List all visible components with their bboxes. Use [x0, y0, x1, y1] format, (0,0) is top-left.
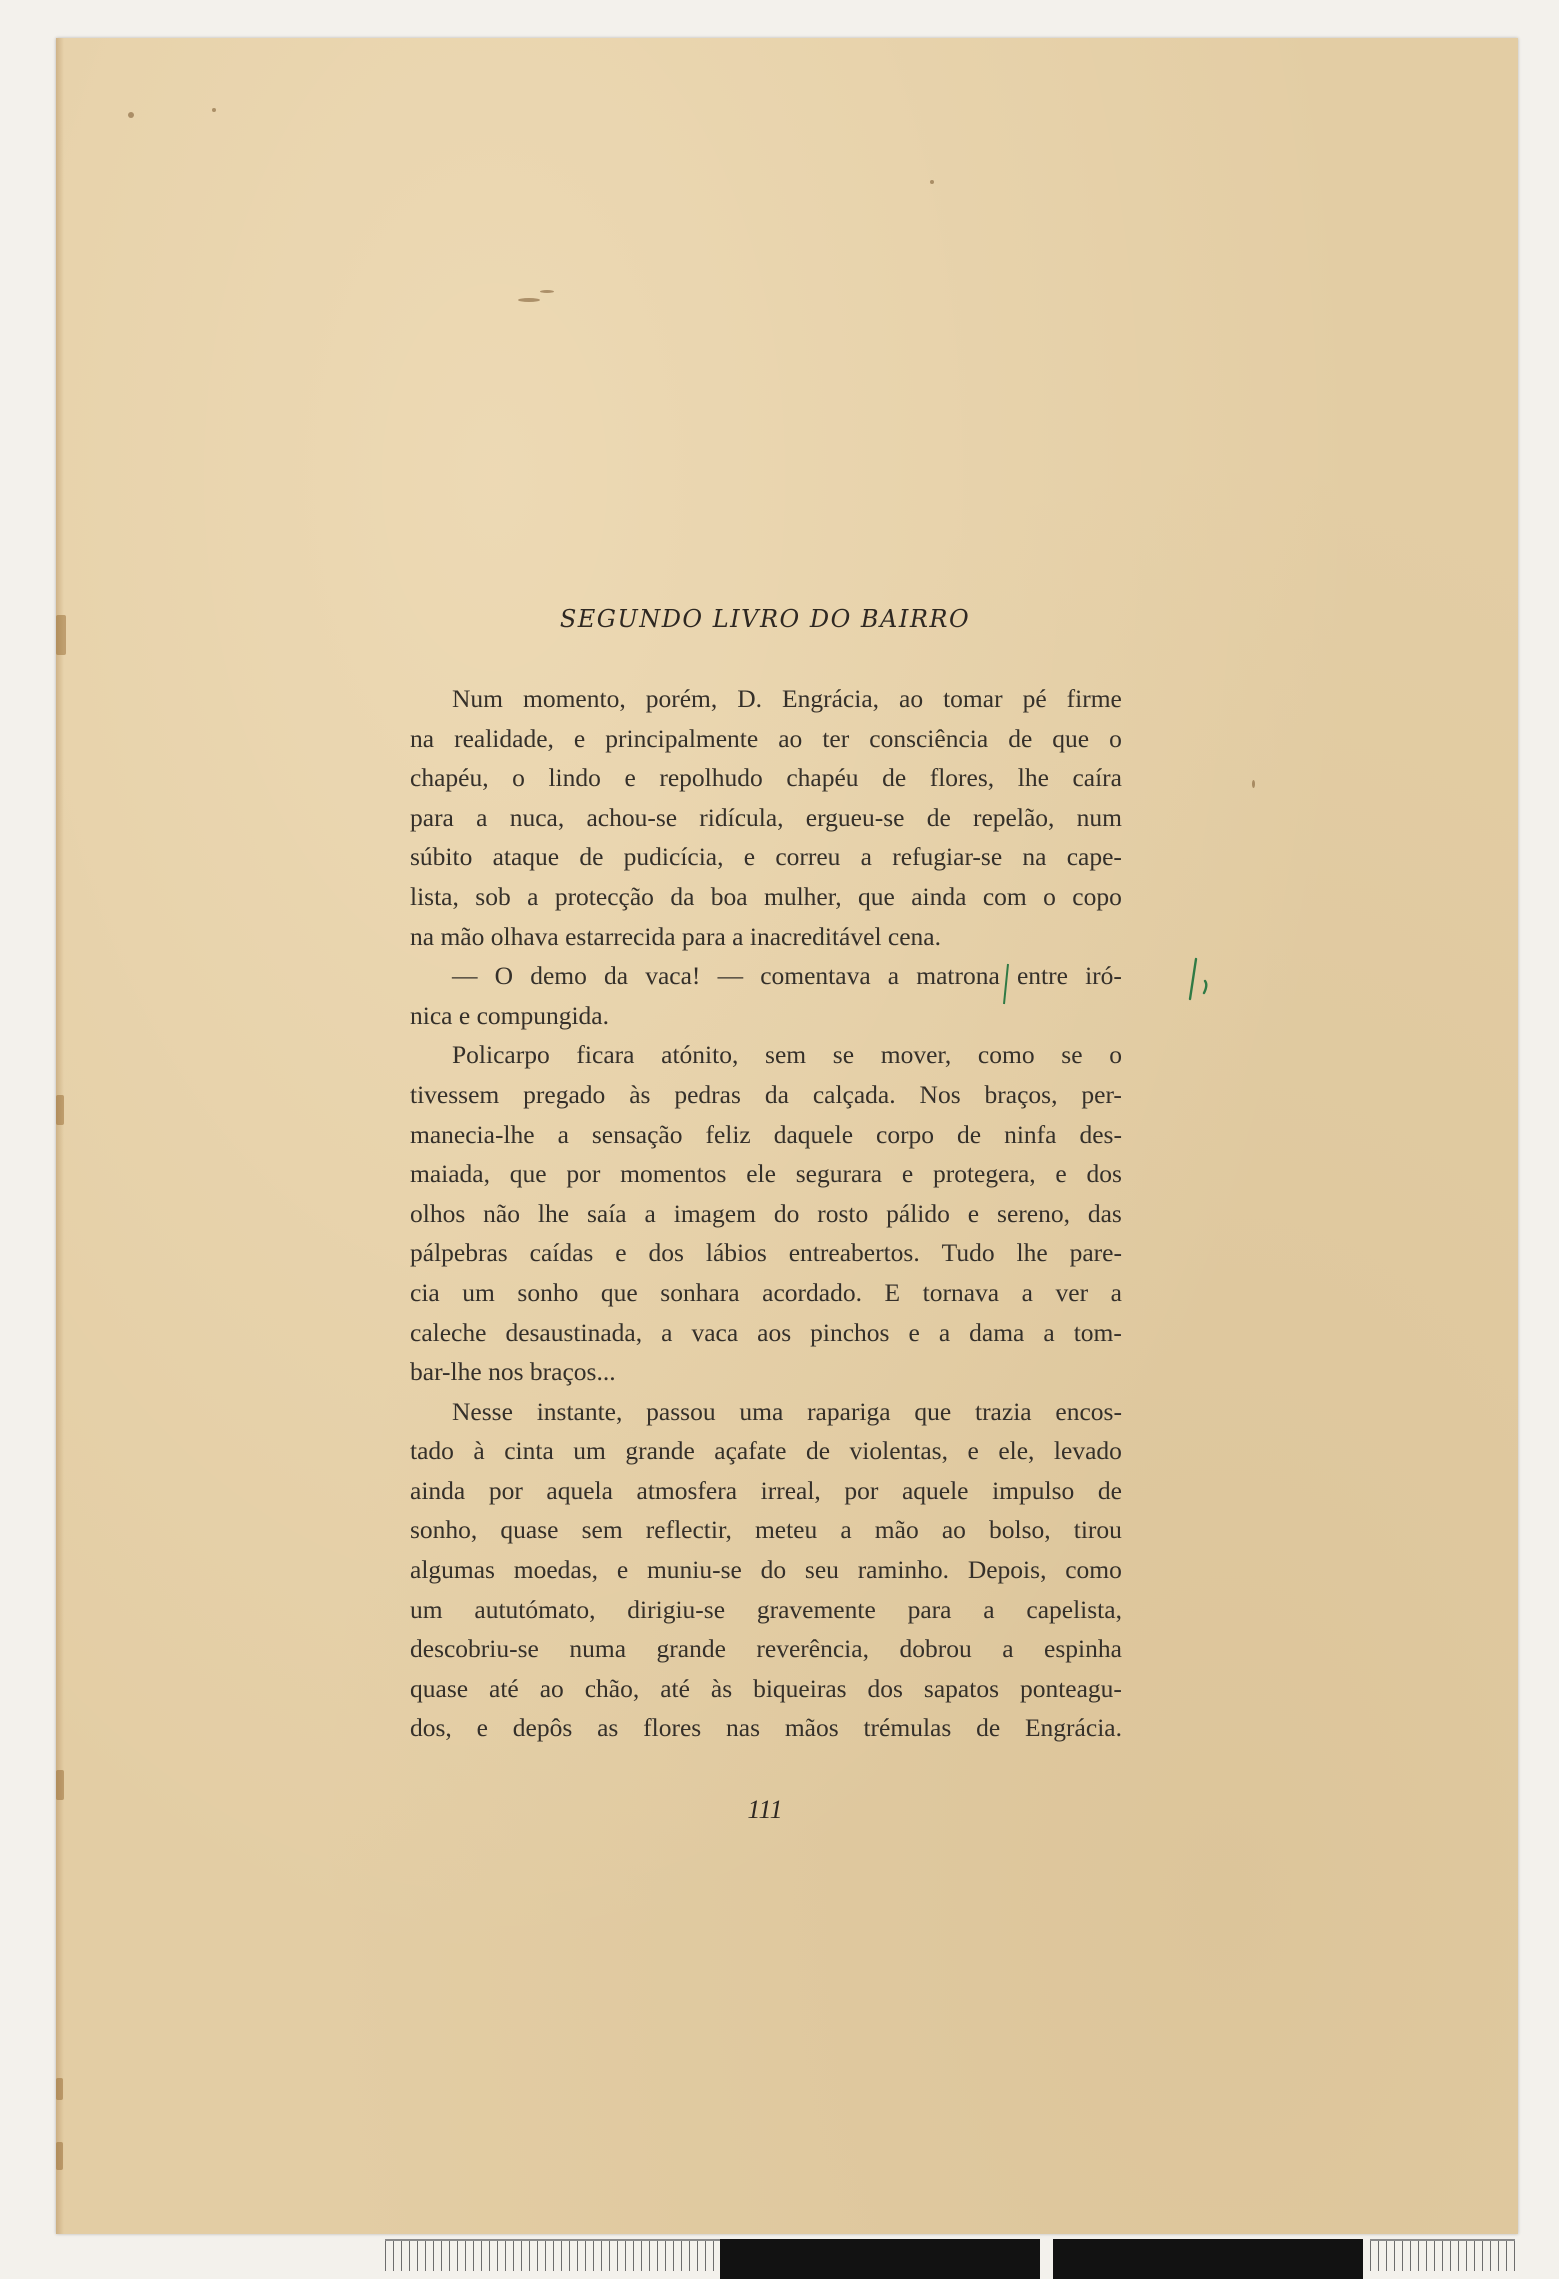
text-line: pálpebras caídas e dos lábios entreabertos. Tudo lhe pare- — [410, 1238, 1122, 1268]
paper-speck — [1252, 780, 1255, 788]
paper-speck — [540, 290, 554, 293]
color-scale-ruler — [385, 2239, 1515, 2279]
text-line: dos, e depôs as flores nas mãos trémulas de Engrácia. — [410, 1713, 1122, 1743]
text-line: ainda por aquela atmosfera irreal, por aquele impulso de — [410, 1475, 1122, 1505]
ruler-ticks — [385, 2239, 720, 2271]
text-line: súbito ataque de pudicícia, e correu a refugiar-se na cape- — [410, 842, 1122, 872]
text-line: tado à cinta um grande açafate de violentas, e ele, levado — [410, 1436, 1122, 1466]
text-line: na realidade, e principalmente ao ter consciência de que o — [410, 723, 1122, 753]
text-line: bar-lhe nos braços... — [410, 1357, 616, 1387]
text-line: sonho, quase sem reflectir, meteu a mão ao bolso, tirou — [410, 1515, 1122, 1545]
text-line: manecia-lhe a sensação feliz daquele corpo de ninfa des- — [410, 1119, 1122, 1149]
text-line: Num momento, porém, D. Engrácia, ao tomar pé firme — [452, 684, 1122, 713]
text-line: olhos não lhe saía a imagem do rosto pálido e sereno, das — [410, 1198, 1122, 1228]
text-line: tivessem pregado às pedras da calçada. Nos braços, per- — [410, 1079, 1122, 1109]
text-line: nica e compungida. — [410, 1000, 609, 1030]
text-line: Policarpo ficara atónito, sem se mover, como se o — [452, 1040, 1122, 1070]
paper-speck — [212, 108, 216, 112]
text-line: na mão olhava estarrecida para a inacreditável cena. — [410, 921, 941, 951]
ruler-ticks — [1370, 2239, 1515, 2271]
paper-speck — [930, 180, 934, 184]
text-line: lista, sob a protecção da boa mulher, que ainda com o copo — [410, 881, 1122, 911]
body-text — [410, 679, 1122, 1748]
insertion-mark — [1001, 963, 1011, 1005]
text-line: algumas moedas, e muniu-se do seu raminho. Depois, como — [410, 1555, 1122, 1585]
paper-stain — [56, 615, 66, 655]
ruler-black-block — [1053, 2239, 1363, 2279]
paper-stain — [56, 2078, 63, 2100]
paper-stain — [56, 2142, 63, 2170]
page-left-edge-shadow — [56, 38, 64, 2234]
ruler-black-block — [720, 2239, 1040, 2279]
text-line: chapéu, o lindo e repolhudo chapéu de flores, lhe caíra — [410, 763, 1122, 793]
text-line: cia um sonho que sonhara acordado. E tornava a ver a — [410, 1277, 1122, 1307]
text-line: — O demo da vaca! — comentava a matrona entre iró- — [452, 961, 1122, 991]
paper-speck — [518, 298, 540, 302]
text-line: um aututómato, dirigiu-se gravemente para a capelista, — [410, 1594, 1122, 1624]
text-line: descobriu-se numa grande reverência, dobrou a espinha — [410, 1634, 1122, 1664]
text-line: maiada, que por momentos ele segurara e protegera, e dos — [410, 1159, 1122, 1189]
page-number: 111 — [747, 1795, 783, 1824]
text-line: quase até ao chão, até às biqueiras dos sapatos ponteagu- — [410, 1673, 1122, 1703]
running-head: SEGUNDO LIVRO DO BAIRRO — [559, 605, 971, 633]
text-line: Nesse instante, passou uma rapariga que trazia encos- — [452, 1396, 1122, 1426]
margin-annotation — [1184, 955, 1214, 1003]
text-line: caleche desaustinada, a vaca aos pinchos e a dama a tom- — [410, 1317, 1122, 1347]
paper-stain — [56, 1770, 64, 1800]
text-line: para a nuca, achou-se ridícula, ergueu-se de repelão, num — [410, 802, 1122, 832]
paper-speck — [128, 112, 134, 118]
paper-stain — [56, 1095, 64, 1125]
